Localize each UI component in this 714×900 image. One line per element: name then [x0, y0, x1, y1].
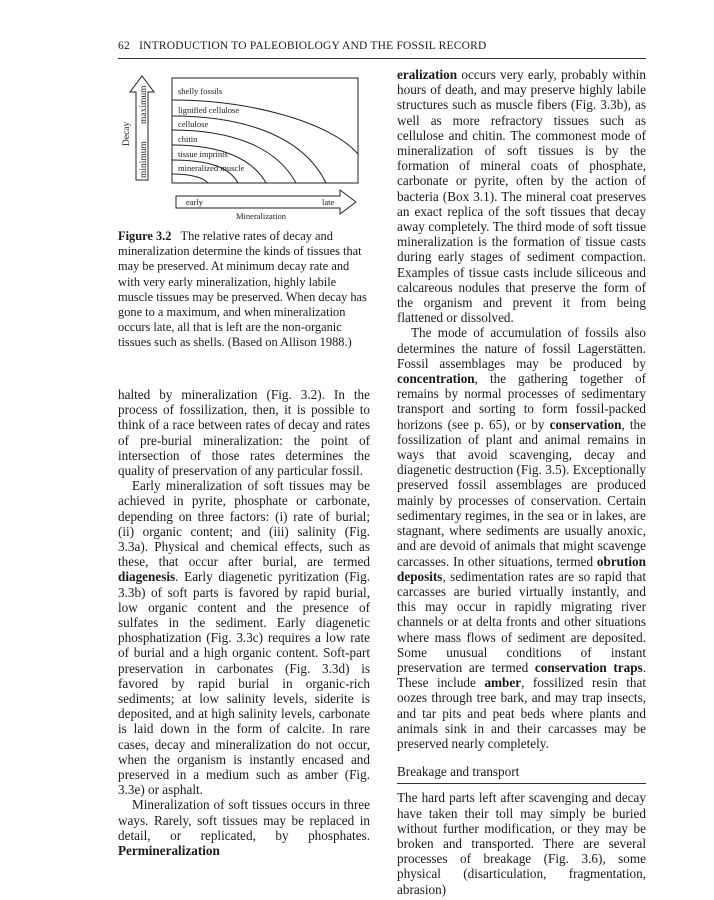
term: eralization	[397, 67, 458, 82]
tissue-label: cellulose	[178, 119, 209, 129]
running-title: INTRODUCTION TO PALEOBIOLOGY AND THE FOSSIL RECORD	[139, 40, 487, 52]
paragraph: The mode of accumulation of fossils also determines the nature of fossil Lagerstätten. Fossil assemblages may be produced by concentration, the gathering together of remains by normal processes of sedimentary transport and sorting to form fossil-packed horizons (see p. 65), or by conservation, the fossilization of plant and animal remains in ways that avoid scavenging, decay and diagenetic destruction (Fig. 3.5). Exceptionally preserved fossil assemblages are produced mainly by processes of conservation. Certain sedimentary regimes, in the sea or in lakes, are stagnant, where sediments are usually anoxic, and are devoid of animals that might scavenge carcasses. In other situations, termed obrution deposits, sedimentation rates are so rapid that carcasses are buried virtually instantly, and this may occur in rapidly migrating river channels or at delta fronts and other situations where mass flows of sediment are deposited. Some unusual conditions of instant preservation are termed conservation traps. These include amber, fossilized resin that oozes through tree bark, and may trap insects, and tar pits and peat beds where plants and animals sink in and their carcasses may be preserved nearly completely.	[397, 325, 646, 751]
figure-caption	[118, 229, 370, 351]
decay-axis-min-label: minimum	[139, 141, 149, 178]
section-heading: Breakage and transport	[397, 764, 520, 780]
paragraph: Early mineralization of soft tissues may be achieved in pyrite, phosphate or carbonate, depending on three factors: (i) rate of burial; (ii) organic content; and (iii) salinity (Fig. 3.3a). Physical and chemical effects, such as these, that occur after burial, are termed diagenesis. Early diagenetic pyritization (Fig. 3.3b) of soft parts is favored by rapid burial, low organic content and the presence of sulfates in the sediment. Early diagenetic phosphatization (Fig. 3.3c) requires a low rate of burial and a high organic content. Soft-part preservation in carbonates (Fig. 3.3d) is favored by rapid burial in organic-rich sediments; at low salinity levels, siderite is deposited, and at high salinity levels, carbonate is laid down in the form of calcite. In rare cases, decay and mineralization do not occur, when the organism is instantly encased and preserved in a medium such as amber (Fig. 3.3e) or asphalt.	[118, 478, 370, 798]
tissue-label: mineralized muscle	[178, 163, 245, 173]
paragraph: halted by mineralization (Fig. 3.2). In the process of fossilization, then, it is possible to think of a race between rates of decay and rates of pre-burial mineralization: the point of intersection of those rates determines the quality of preservation of any particular fossil.	[118, 387, 370, 479]
left-column	[118, 387, 370, 858]
decay-axis-max-label: maximum	[139, 85, 149, 124]
paragraph: eralization occurs very early, probably within hours of death, and may preserve highly labile structures such as muscle fibers (Fig. 3.3b), as well as more refractory tissues such as cellulose and chitin. The commonest mode of mineralization of soft tissues is by the formation of mineral coats of phosphate, carbonate or pyrite, often by the action of bacteria (Box 3.1). The mineral coat preserves an exact replica of the soft tissues that decay away completely. The third mode of soft tissue mineralization is the formation of tissue casts during early stages of sediment compaction. Examples of tissue casts include siliceous and calcareous nodules that preserve the form of the organism and prevent it from being flattened or dissolved.	[397, 67, 646, 326]
tissue-label: lignified cellulose	[178, 105, 240, 115]
tissue-label: shelly fossils	[178, 86, 223, 96]
header-rule	[118, 58, 646, 59]
section-rule	[397, 783, 646, 784]
term: concentration	[397, 371, 475, 387]
paragraph: Mineralization of soft tissues occurs in three ways. Rarely, soft tissues may be replaced in detail, or replicated, by phosphates. Permineralization	[118, 797, 370, 859]
term: conservation traps	[534, 659, 643, 675]
figure-3-2-diagram	[122, 72, 370, 222]
term: Permineralization	[118, 843, 220, 859]
mineralization-early-label: early	[186, 197, 203, 207]
page-number: 62	[118, 40, 130, 52]
term: conservation	[549, 416, 622, 432]
term: diagenesis	[118, 569, 176, 585]
tissue-label: chitin	[178, 134, 198, 144]
decay-axis-title: Decay	[122, 121, 132, 146]
mineralization-late-label: late	[322, 197, 335, 207]
term: obrution deposits	[397, 553, 646, 584]
right-column	[397, 67, 646, 897]
tissue-label: tissue imprints	[178, 149, 228, 159]
term: amber	[484, 675, 522, 691]
mineralization-axis-title: Mineralization	[236, 211, 287, 221]
running-header	[118, 40, 646, 52]
paragraph: The hard parts left after scavenging and decay have taken their toll may simply be buried without further modification, or they may be broken and transported. There are several processes of breakage (Fig. 3.6), some physical (disarticulation, fragmentation, abrasion)	[397, 790, 646, 897]
tissue-labels	[178, 86, 245, 173]
caption-label: Figure 3.2	[118, 229, 172, 243]
caption-text: The relative rates of decay and mineralization determine the kinds of tissues that may be preserved. At minimum decay rate and with very early mineralization, highly labile muscle tissues may be preserved. When decay has gone to a maximum, and when mineralization occurs late, all that is left are the non-organic tissues such as shells. (Based on Allison 1988.)	[118, 229, 367, 350]
curve-mineralized-muscle	[172, 174, 208, 183]
